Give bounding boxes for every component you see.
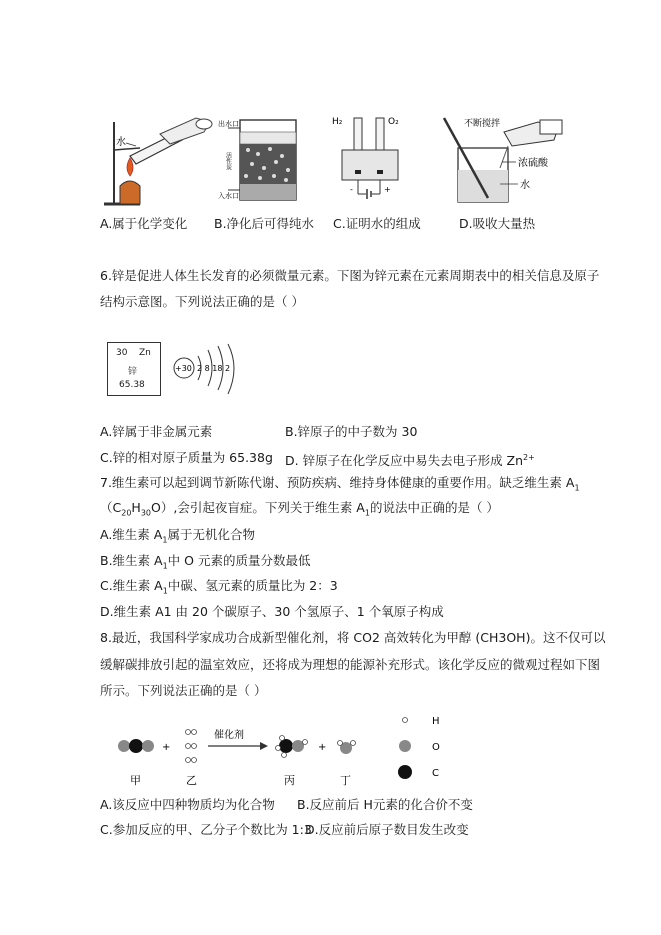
reaction-diagram — [100, 712, 480, 790]
svg-text:-: - — [350, 185, 353, 194]
q8-option-a: A.该反应中四种物质均为化合物 — [100, 797, 275, 812]
figure-b-inlet-label: 入水口 — [218, 192, 239, 200]
legend-c: C — [432, 768, 439, 779]
q6-option-d: D. 锌原子在化学反应中易失去电子形成 $Zn^{2+}$ — [285, 453, 535, 469]
zinc-atom-diagram — [170, 342, 250, 398]
label-ding: 丁 — [340, 774, 351, 787]
plus-sign-2: + — [318, 742, 327, 753]
catalyst-label: 催化剂 — [214, 730, 244, 741]
figure-b-purifier — [218, 112, 306, 208]
figure-c-o2-label: O₂ — [388, 117, 399, 127]
figure-d-stir-label: 不断搅拌 — [464, 119, 501, 129]
q8-option-d: D.反应前后原子数目发生改变 — [305, 822, 469, 837]
figure-a-heating — [100, 112, 218, 208]
molecule-bing — [276, 736, 308, 758]
figure-d-water-label: 水 — [520, 180, 530, 191]
figure-b-outlet-label: 出水口 — [218, 120, 239, 128]
plus-sign-1: + — [162, 742, 171, 753]
q8-stem-line1: 8.最近，我国科学家成功合成新型催化剂，将 CO2 高效转化为甲醇 (CH3OH)。这不仅可以 — [100, 630, 606, 645]
zinc-name: 锌 — [128, 367, 138, 377]
q8-stem-line3: 所示。下列说法正确的是（ ） — [100, 683, 267, 698]
q6-option-a: A.锌属于非金属元素 — [100, 424, 213, 439]
legend-h: H — [432, 716, 440, 727]
zinc-symbol: Zn — [139, 348, 151, 358]
q5-option-c: C.证明水的组成 — [333, 216, 421, 231]
label-yi: 乙 — [186, 774, 197, 787]
q6-stem-line1: 6.锌是促进人体生长发育的必须微量元素。下图为锌元素在元素周期表中的相关信息及原子 — [100, 268, 600, 283]
zinc-element-cell — [107, 342, 161, 396]
figure-c-h2-label: H₂ — [332, 117, 343, 127]
zinc-nucleus-charge: +30 — [175, 364, 192, 373]
q7-option-d: D.维生素 A1 由 20 个碳原子、30 个氢原子、1 个氧原子构成 — [100, 604, 444, 619]
zinc-atomic-number: 30 — [116, 348, 128, 358]
molecule-jia — [118, 739, 154, 753]
q7-option-b: B.维生素 $A_1$中 O 元素的质量分数最低 — [100, 553, 311, 571]
q5-option-a: A.属于化学变化 — [100, 216, 188, 231]
q7-option-a: A.维生素 $A_1$属于无机化合物 — [100, 527, 255, 545]
label-bing: 丙 — [284, 774, 295, 787]
q7-option-c: C.维生素 $A_1$中碳、氢元素的质量比为 2：3 — [100, 578, 338, 596]
molecule-yi — [186, 730, 197, 763]
q6-stem-line2: 结构示意图。下列说法正确的是（ ） — [100, 294, 304, 309]
molecule-ding — [338, 741, 356, 755]
zinc-electron-shells: 2 8 18 2 — [197, 364, 231, 373]
q6-option-b: B.锌原子的中子数为 30 — [285, 424, 418, 439]
q7-stem-line1: 7.维生素可以起到调节新陈代谢、预防疾病、维持身体健康的重要作用。缺乏维生素 $A_1$ — [100, 475, 580, 493]
figure-b-carbon-label: 活性炭 — [224, 152, 232, 170]
figure-d-acid-label: 浓硫酸 — [518, 158, 548, 169]
q6-option-c: C.锌的相对原子质量为 65.38g — [100, 450, 273, 465]
legend-o: O — [432, 742, 440, 753]
zinc-atomic-mass: 65.38 — [119, 380, 145, 390]
svg-text:+: + — [384, 185, 391, 194]
q5-option-b: B.净化后可得纯水 — [214, 216, 315, 231]
q7-stem-line2: $(C_{20}H_{30}O)$,会引起夜盲症。下列关于维生素 $A_1$的说法中正确的是（ ） — [100, 500, 499, 518]
q5-option-d: D.吸收大量热 — [459, 216, 536, 231]
q8-stem-line2: 缓解碳排放引起的温室效应，还将成为理想的能源补充形式。该化学反应的微观过程如下图 — [100, 657, 601, 672]
q8-option-c: C.参加反应的甲、乙分子个数比为 1:3 — [100, 822, 312, 837]
q8-option-b: B.反应前后 H元素的化合价不变 — [297, 797, 473, 812]
label-jia: 甲 — [130, 774, 141, 787]
figure-c-electrolysis — [332, 112, 412, 208]
figure-a-water-label: 水 — [116, 137, 126, 148]
figure-d-dilution — [438, 112, 568, 208]
